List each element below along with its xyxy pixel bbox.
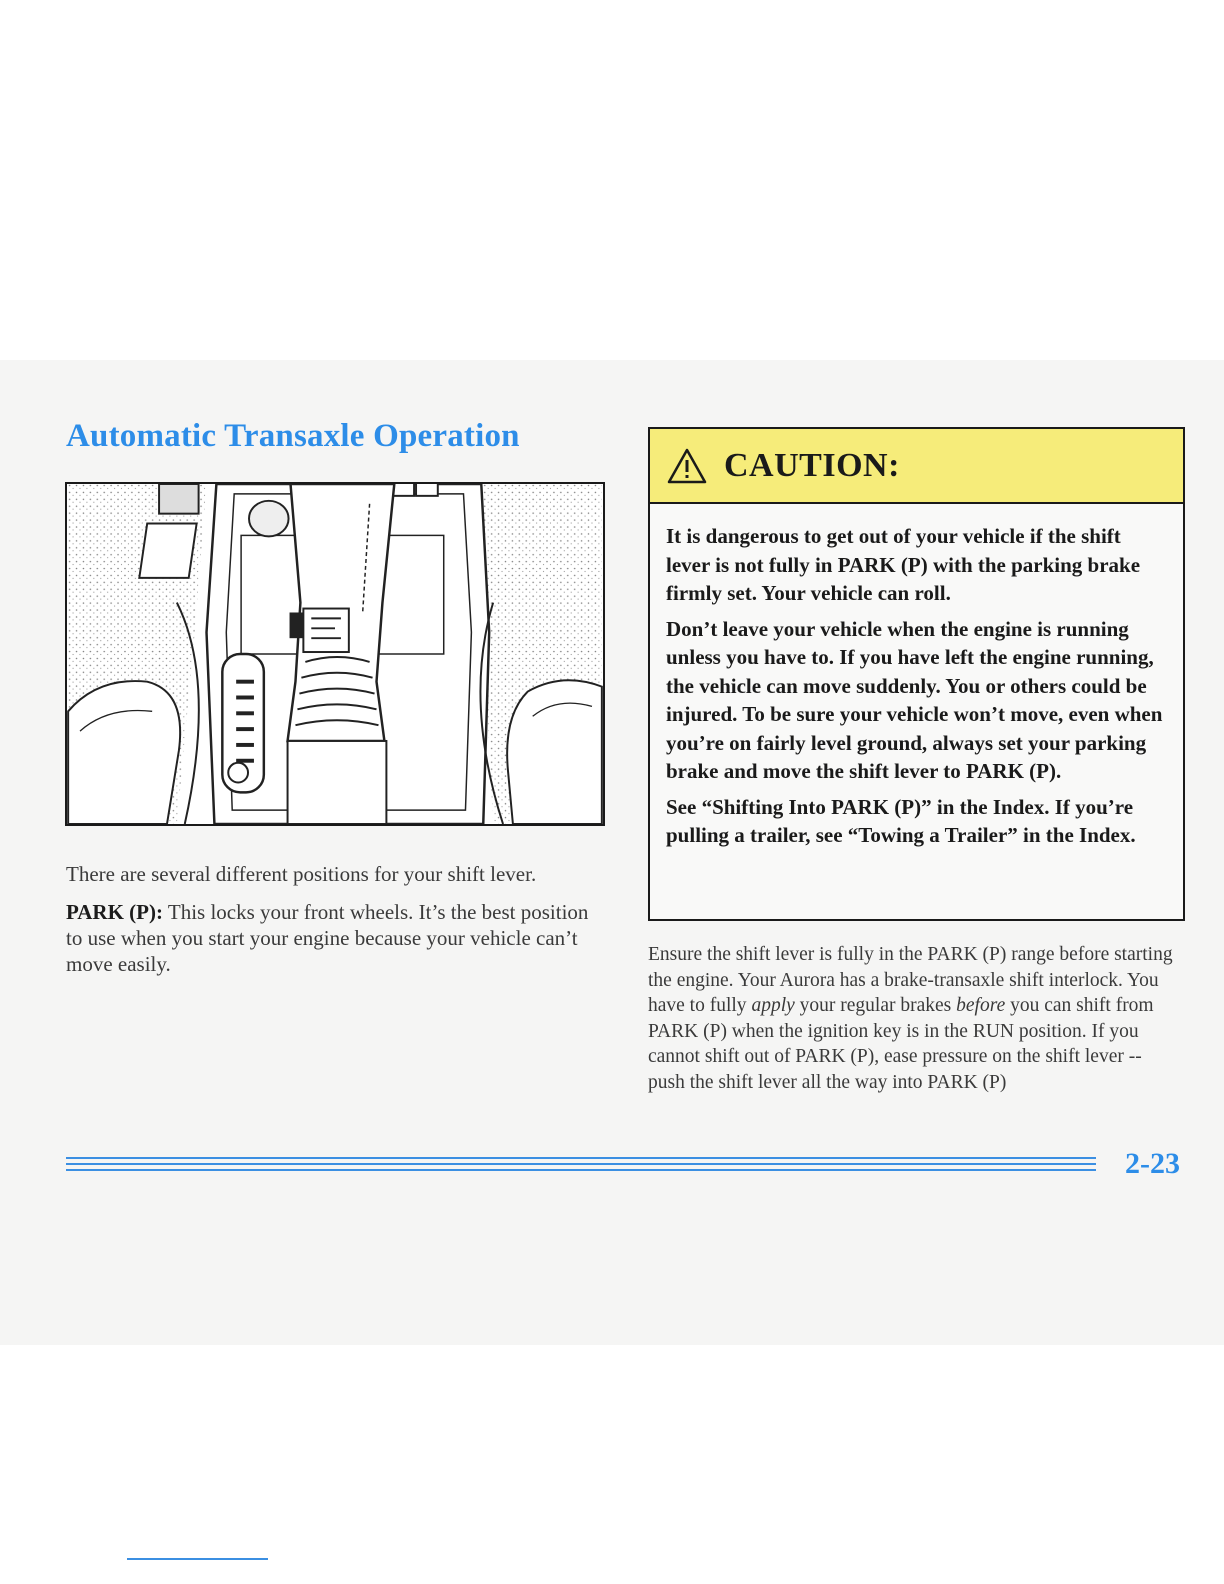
interlock-paragraph [648,942,1178,1095]
caution-box [648,427,1185,921]
shift-lever-illustration [65,482,605,826]
emphasis-before: before [956,995,1006,1016]
park-paragraph [66,899,606,977]
intro-paragraph: There are several different positions for your shift lever. [66,862,537,886]
interlock-text: your regular brakes [794,995,957,1016]
bottom-rule [127,1558,268,1560]
emphasis-apply: apply [751,995,795,1016]
park-description: This locks your front wheels. It’s the best position to use when you start your engine because your vehicle can’t move easily. [66,900,589,976]
park-term: PARK (P): [66,900,163,924]
interlock-text: you can shift from PARK (P) when the ignition key is in the RUN position. If you cannot shift out of PARK (P), ease pressure on the shift lever -- push the shift lever all the way into PARK (P) [648,995,1154,1093]
caution-paragraph: Don’t leave your vehicle when the engine is running unless you have to. If you have left the engine running, the vehicle can move suddenly. You or others could be injured. To be sure your vehicle won’t move, even when you’re on fairly level ground, always set your parking brake and move the shift lever to PARK (P). [666,616,1163,783]
caution-body [650,504,1183,850]
footer-rule [66,1169,1096,1171]
warning-triangle-icon [666,447,708,485]
interlock-text: Ensure the shift lever is fully in the PARK (P) range before starting the engine. Your Aurora has a brake-transaxle shift interlock. You have to fully [648,944,1173,1016]
page-number: 2-23 [1125,1147,1180,1180]
caution-paragraph: It is dangerous to get out of your vehicle if the shift lever is not fully in PARK (P) with the parking brake firmly set. Your vehicle can roll. [666,524,1141,605]
caution-label: CAUTION: [724,446,900,484]
caution-paragraph: See “Shifting Into PARK (P)” in the Index. If you’re pulling a trailer, see “Towing a Trailer” in the Index. [666,794,1136,847]
shift-lever-console-drawing [67,484,603,824]
footer-rule [66,1157,1096,1159]
caution-header [650,429,1183,504]
footer-rule [66,1163,1096,1165]
page-title: Automatic Transaxle Operation [66,418,520,454]
